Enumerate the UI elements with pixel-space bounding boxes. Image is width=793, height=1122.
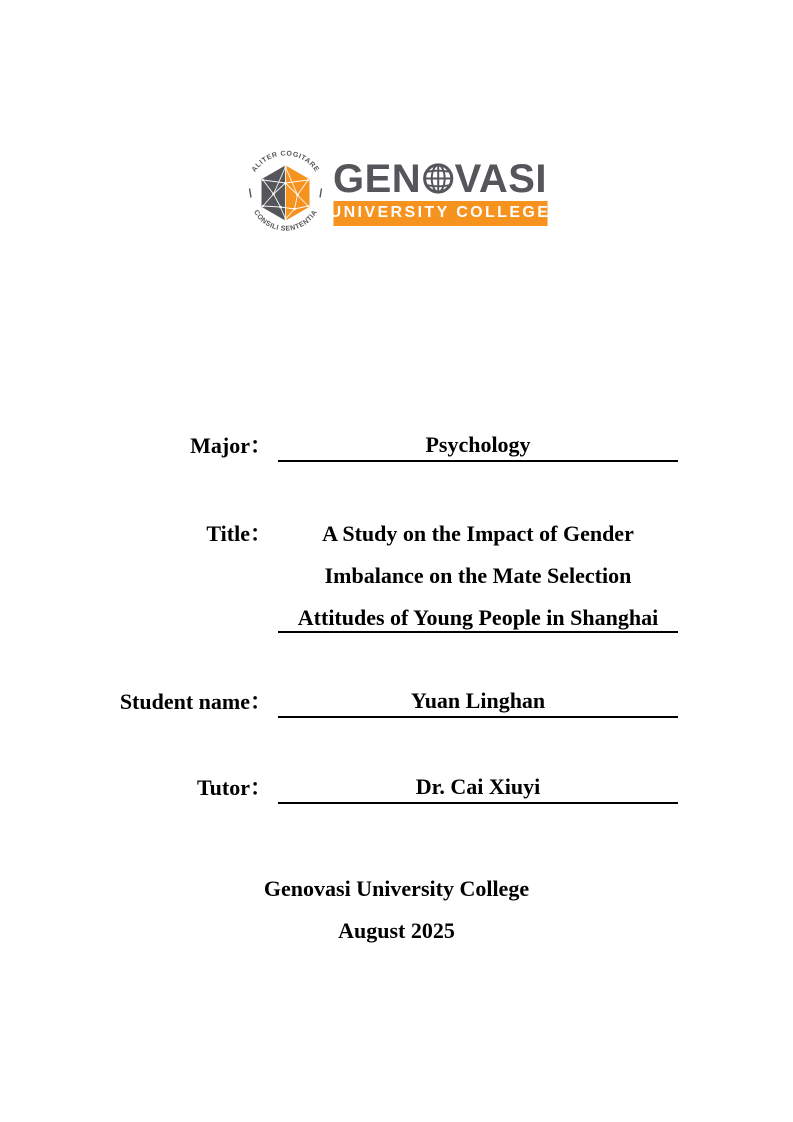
title-underline (278, 631, 678, 633)
title-line-1: A Study on the Impact of Gender (322, 521, 634, 546)
banner-university-college: UNIVERSITY COLLEGE (333, 201, 547, 226)
wordmark-post: VASI (454, 156, 547, 201)
student-name-value: Yuan Linghan (278, 686, 678, 718)
major-label: Major： (190, 433, 272, 458)
globe-icon (422, 161, 453, 196)
tutor-label: Tutor： (197, 775, 272, 800)
footer-date: August 2025 (338, 918, 455, 943)
emblem-top-motto: ALITER COGITARE (250, 150, 320, 174)
emblem-hexagon-icon (246, 150, 324, 234)
university-logo (246, 150, 551, 234)
wordmark-genovasi (333, 156, 547, 201)
major-value: Psychology (278, 430, 678, 462)
wordmark-pre: GEN (333, 156, 422, 201)
logo-text-block (329, 156, 551, 226)
title-value (278, 513, 678, 639)
student-name-label: Student name： (119, 689, 272, 714)
tutor-value: Dr. Cai Xiuyi (278, 772, 678, 804)
title-line-2: Imbalance on the Mate Selection (324, 563, 632, 588)
title-line-3: Attitudes of Young People in Shanghai (297, 605, 659, 630)
footer-block (0, 868, 793, 952)
emblem-bottom-motto: CONSILI SENTENTIA (251, 209, 319, 233)
footer-institution: Genovasi University College (263, 876, 530, 901)
title-label: Title： (206, 521, 272, 546)
